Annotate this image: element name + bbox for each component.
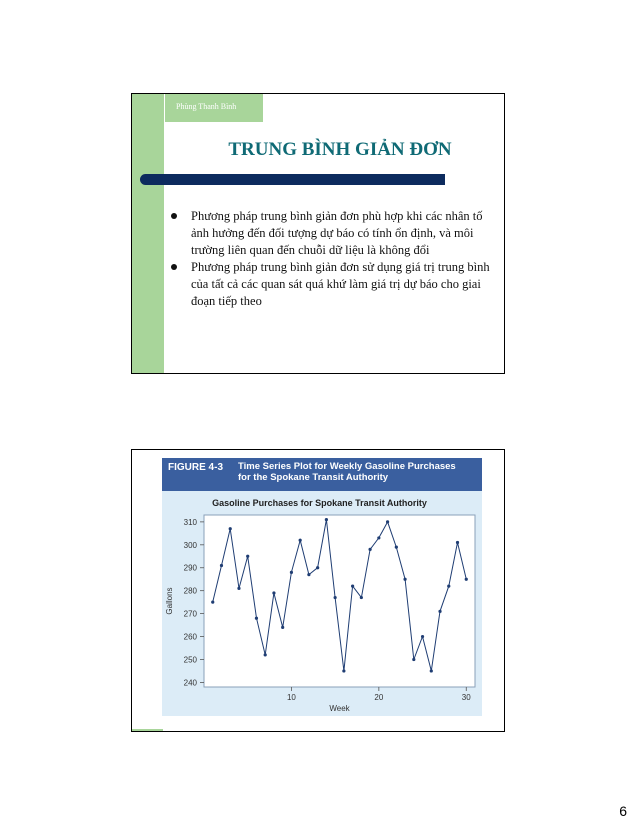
figure-title-line: for the Spokane Transit Authority bbox=[238, 472, 389, 483]
bullet-dot-icon bbox=[171, 264, 177, 270]
y-tick-label: 240 bbox=[183, 678, 197, 688]
data-point bbox=[237, 587, 240, 590]
data-point bbox=[264, 653, 267, 656]
x-axis-label: Week bbox=[329, 704, 350, 713]
bullet-text: Phương pháp trung bình giản đơn phù hợp khi các nhân tố ảnh hưởng đến đối tượng dự báo có tính ổn định, và môi trường liên quan đến chuỗi dữ liệu là không đổi bbox=[191, 209, 483, 257]
data-point bbox=[360, 596, 363, 599]
data-point bbox=[255, 617, 258, 620]
figure-title bbox=[238, 461, 478, 483]
data-point bbox=[386, 520, 389, 523]
data-point bbox=[351, 584, 354, 587]
data-point bbox=[246, 555, 249, 558]
data-point bbox=[272, 591, 275, 594]
data-point bbox=[316, 566, 319, 569]
data-point bbox=[299, 539, 302, 542]
bullet-list bbox=[166, 208, 496, 310]
figure-title-line: Time Series Plot for Weekly Gasoline Purchases bbox=[238, 461, 456, 472]
data-point bbox=[403, 578, 406, 581]
slide-side-bar bbox=[132, 94, 164, 373]
bullet-item bbox=[166, 259, 496, 310]
y-tick-label: 270 bbox=[183, 609, 197, 619]
bullet-text: Phương pháp trung bình giản đơn sử dụng giá trị trung bình của tất cả các quan sát quá khứ làm giá trị dự báo cho giai đoạn tiếp theo bbox=[191, 260, 490, 308]
y-tick-label: 290 bbox=[183, 563, 197, 573]
data-point bbox=[342, 669, 345, 672]
data-point bbox=[307, 573, 310, 576]
title-rule bbox=[140, 174, 445, 185]
data-point bbox=[412, 658, 415, 661]
y-axis-label: Gallons bbox=[165, 587, 174, 615]
data-point bbox=[465, 578, 468, 581]
data-point bbox=[220, 564, 223, 567]
plot-area bbox=[204, 515, 475, 687]
data-point bbox=[229, 527, 232, 530]
slide-corner-mark bbox=[132, 729, 163, 731]
chart-title: Gasoline Purchases for Spokane Transit Authority bbox=[212, 498, 427, 508]
y-tick-label: 250 bbox=[183, 655, 197, 665]
slide-figure bbox=[131, 449, 505, 732]
slide-author: Phùng Thanh Bình bbox=[176, 102, 237, 111]
x-tick-label: 10 bbox=[286, 693, 296, 702]
figure-label: FIGURE 4-3 bbox=[168, 462, 224, 473]
data-point bbox=[377, 536, 380, 539]
bullet-item bbox=[166, 208, 496, 259]
x-tick-label: 30 bbox=[461, 693, 471, 702]
data-point bbox=[421, 635, 424, 638]
data-point bbox=[325, 518, 328, 521]
data-point bbox=[334, 596, 337, 599]
x-tick-label: 20 bbox=[374, 693, 384, 702]
data-point bbox=[290, 571, 293, 574]
y-tick-label: 310 bbox=[183, 517, 197, 527]
data-point bbox=[395, 546, 398, 549]
page-number: 6 bbox=[619, 803, 627, 819]
data-point bbox=[368, 548, 371, 551]
slide-title: TRUNG BÌNH GIẢN ĐƠN bbox=[228, 139, 452, 160]
y-tick-label: 300 bbox=[183, 540, 197, 550]
slide-simple-average bbox=[131, 93, 505, 374]
data-point bbox=[447, 584, 450, 587]
data-point bbox=[456, 541, 459, 544]
y-tick-label: 280 bbox=[183, 586, 197, 596]
figure-header bbox=[162, 458, 482, 491]
bullet-dot-icon bbox=[171, 213, 177, 219]
data-point bbox=[211, 601, 214, 604]
chart-panel bbox=[162, 491, 482, 716]
data-point bbox=[281, 626, 284, 629]
line-chart bbox=[162, 491, 482, 716]
y-tick-label: 260 bbox=[183, 632, 197, 642]
data-point bbox=[430, 669, 433, 672]
data-point bbox=[438, 610, 441, 613]
